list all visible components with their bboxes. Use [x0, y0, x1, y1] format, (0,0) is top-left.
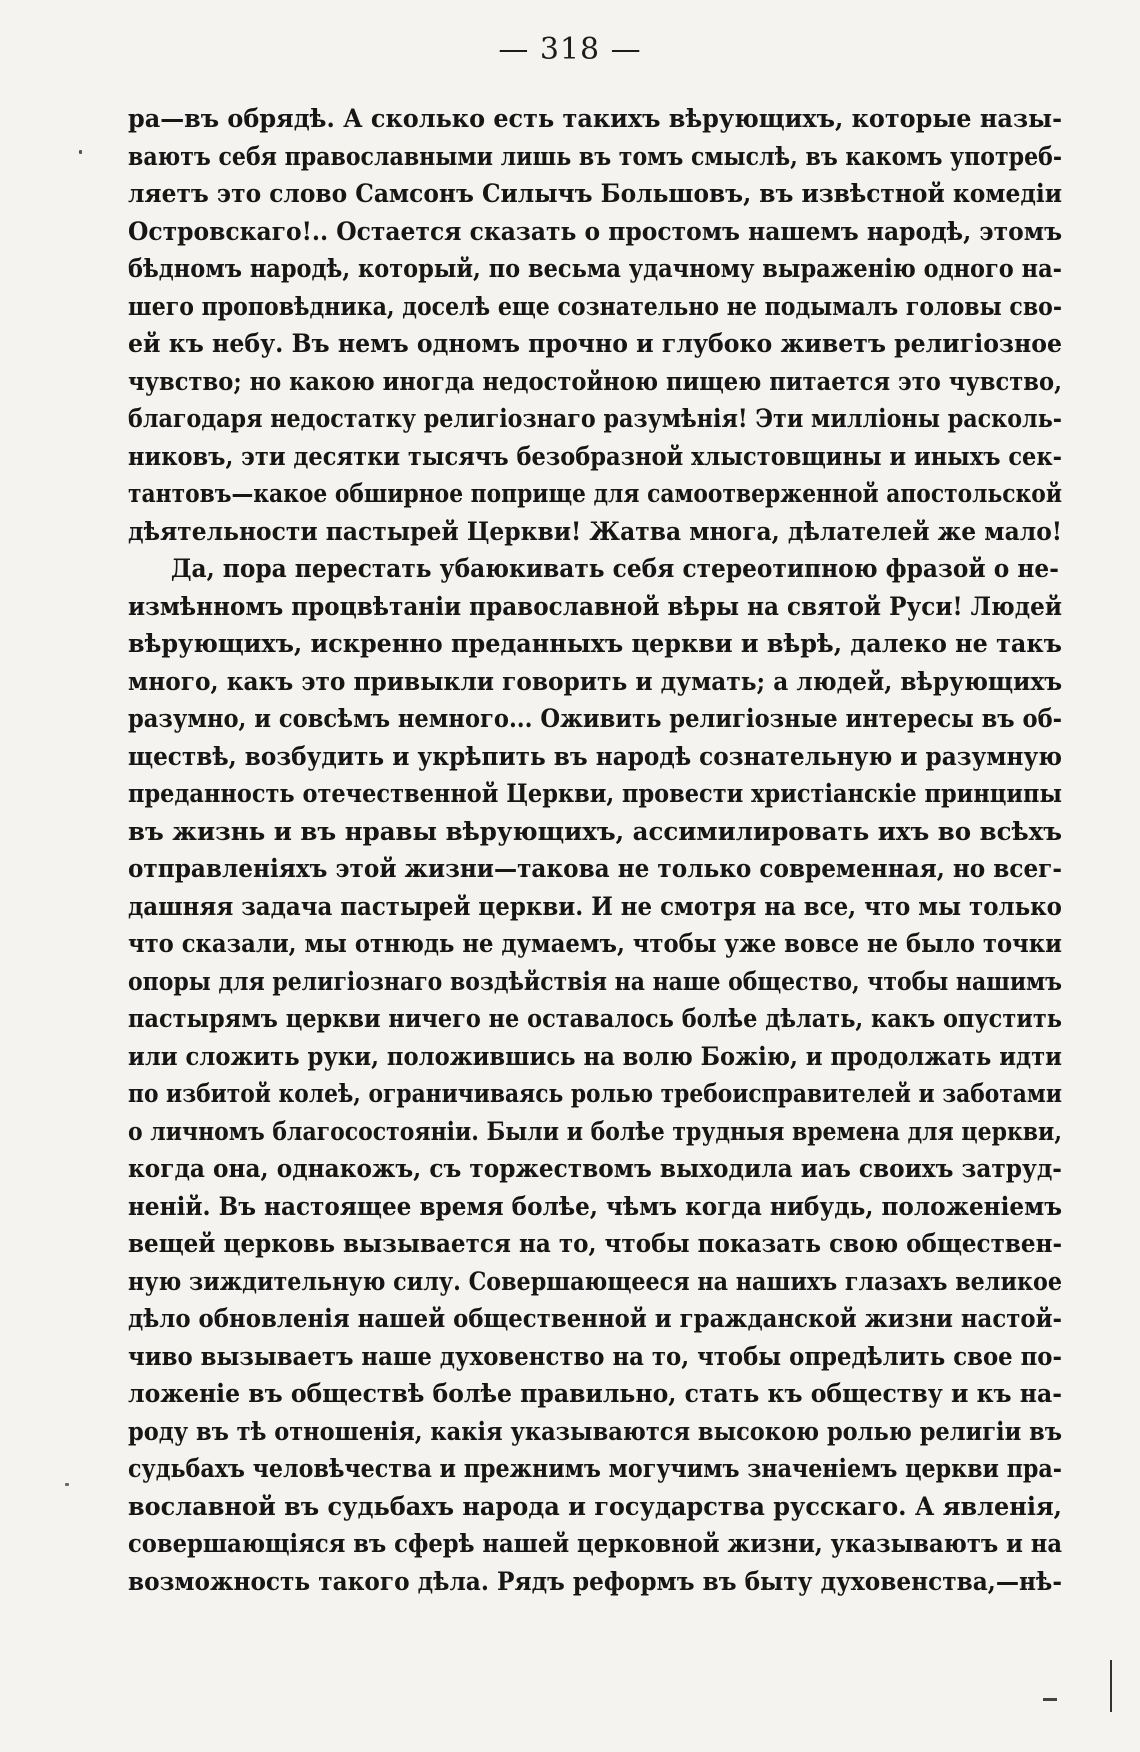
- text-line: ляетъ это слово Самсонъ Силычъ Большовъ, въ извѣстной комедіи: [128, 179, 1063, 208]
- scan-speck: [65, 1483, 69, 1486]
- body-text: [128, 100, 1062, 1600]
- text-line: вѣрующихъ, искренно преданныхъ церкви и вѣрѣ, далеко не такъ: [128, 629, 1062, 658]
- text-line: что сказали, мы отнюдь не думаемъ, чтобы уже вовсе не было точки: [128, 929, 1062, 958]
- text-line: ложеніе въ обществѣ болѣе правильно, стать къ обществу и къ на-: [128, 1379, 1062, 1408]
- text-line: опоры для религіознаго воздѣйствія на наше общество, чтобы нашимъ: [128, 966, 1063, 996]
- text-line: о личномъ благосостояніи. Были и болѣе трудныя времена для церкви,: [128, 1116, 1062, 1146]
- text-line: преданность отечественной Церкви, провести христіанскіе принципы: [128, 779, 1062, 808]
- paragraph-2: [128, 550, 1062, 1600]
- text-line: судьбахъ человѣчества и прежнимъ могучимъ значеніемъ церкви пра-: [128, 1454, 1063, 1483]
- text-line: измѣнномъ процвѣтаніи православной вѣры на святой Руси! Людей: [128, 591, 1062, 621]
- text-line: возможность такого дѣла. Рядъ реформъ въ быту духовенства,—нѣ-: [128, 1566, 1062, 1596]
- text-line: совершающіяся въ сферѣ нашей церковной жизни, указываютъ и на: [128, 1529, 1063, 1558]
- text-line: роду въ тѣ отношенія, какія указываются высокою ролью религіи въ: [128, 1416, 1063, 1446]
- text-line: шего проповѣдника, доселѣ еще сознательно не подымалъ головы сво-: [128, 291, 1063, 321]
- text-line: вещей церковь вызывается на то, чтобы показать свою обществен-: [128, 1229, 1063, 1258]
- text-line: бѣдномъ народѣ, который, по весьма удачному выраженію одного на-: [128, 254, 1062, 283]
- text-line: по избитой колеѣ, ограничиваясь ролью требоисправителей и заботами: [128, 1079, 1062, 1108]
- text-line: неній. Въ настоящее время болѣе, чѣмъ когда нибудь, положеніемъ: [128, 1191, 1062, 1221]
- text-line: чувство; но какою иногда недостойною пищею питается это чувство,: [128, 366, 1062, 396]
- text-line: много, какъ это привыкли говорить и думать; а людей, вѣрующихъ: [128, 666, 1063, 696]
- text-line: разумно, и совсѣмъ немного... Оживить религіозные интересы въ об-: [128, 704, 1063, 733]
- text-line: Да, пора перестать убаюкивать себя стереотипною фразой о не-: [170, 554, 1059, 583]
- text-line: ваютъ себя православными лишь въ томъ смыслѣ, въ какомъ употреб-: [128, 141, 1063, 171]
- scan-speck: [79, 150, 82, 154]
- text-line: чиво вызываетъ наше духовенство на то, чтобы опредѣлить свое по-: [128, 1341, 1062, 1371]
- scan-speck: [1043, 1698, 1057, 1701]
- text-line: дѣятельности пастырей Церкви! Жатва многа, дѣлателей же мало!: [128, 516, 1063, 546]
- scan-edge-mark: [1110, 1660, 1112, 1712]
- text-line: ра—въ обрядѣ. А сколько есть такихъ вѣрующихъ, которые назы-: [128, 104, 1063, 133]
- paragraph-1: [128, 100, 1062, 550]
- text-line: дѣло обновленія нашей общественной и гражданской жизни настой-: [128, 1304, 1063, 1333]
- page-number: — 318 —: [498, 32, 642, 67]
- text-line: ей къ небу. Въ немъ одномъ прочно и глубоко живетъ религіозное: [128, 329, 1063, 358]
- text-line: въ жизнь и въ нравы вѣрующихъ, ассимилировать ихъ во всѣхъ: [128, 816, 1063, 846]
- text-line: ную зиждительную силу. Совершающееся на нашихъ глазахъ великое: [128, 1266, 1062, 1296]
- text-line: Островскаго!.. Остается сказать о простомъ нашемъ народѣ, этомъ: [128, 216, 1063, 246]
- text-line: никовъ, эти десятки тысячъ безобразной хлыстовщины и иныхъ сек-: [128, 441, 1063, 471]
- text-line: ществѣ, возбудить и укрѣпить въ народѣ сознательную и разумную: [128, 741, 1063, 771]
- text-line: благодаря недостатку религіознаго разумѣнія! Эти милліоны расколь-: [128, 404, 1063, 433]
- text-line: пастырямъ церкви ничего не оставалось болѣе дѣлать, какъ опустить: [128, 1004, 1062, 1033]
- text-line: отправленіяхъ этой жизни—такова не только современная, но всег-: [128, 854, 1062, 883]
- text-line: или сложить руки, положившись на волю Божію, и продолжать идти: [128, 1041, 1063, 1071]
- text-line: дашняя задача пастырей церкви. И не смотря на все, что мы только: [128, 891, 1062, 921]
- text-line: тантовъ—какое обширное поприще для самоотверженной апостольской: [128, 479, 1063, 508]
- text-line: когда она, однакожъ, съ торжествомъ выходила иаъ своихъ затруд-: [128, 1154, 1062, 1183]
- text-line: вославной въ судьбахъ народа и государства русскаго. А явленія,: [128, 1491, 1063, 1521]
